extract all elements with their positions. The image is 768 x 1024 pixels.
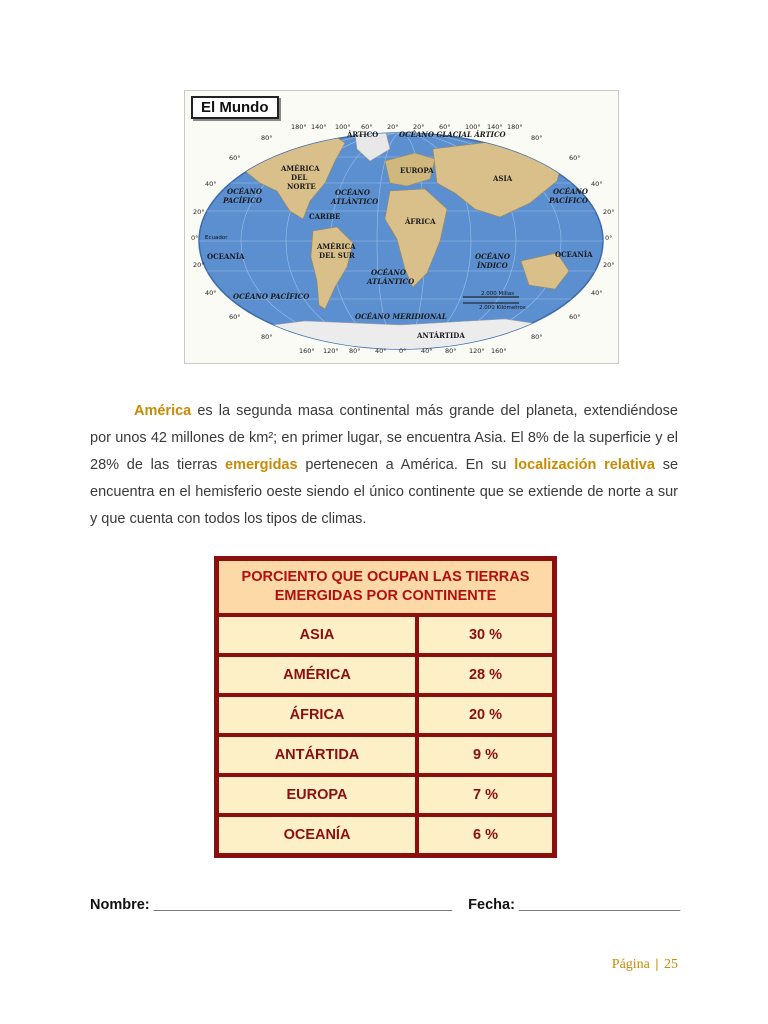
svg-text:40°: 40° bbox=[375, 347, 387, 355]
percent-cell: 20 % bbox=[417, 695, 554, 735]
svg-text:ANTÁRTIDA: ANTÁRTIDA bbox=[417, 331, 465, 340]
svg-text:60°: 60° bbox=[569, 313, 581, 321]
svg-text:160°: 160° bbox=[299, 347, 315, 355]
svg-text:PACÍFICO: PACÍFICO bbox=[223, 196, 262, 205]
paragraph-text-1: es la segunda masa continental más grande del planeta, extendiéndose por unos 42 millones de km²; en primer lugar, se encuentra Asia. El 8% de la superficie y el 28% de las tierras bbox=[90, 403, 678, 473]
svg-text:DEL: DEL bbox=[291, 173, 308, 182]
svg-text:2.000 Kilómetros: 2.000 Kilómetros bbox=[479, 305, 526, 311]
svg-text:80°: 80° bbox=[531, 333, 543, 341]
svg-text:ASIA: ASIA bbox=[493, 174, 513, 183]
svg-text:OCÉANO MERIDIONAL: OCÉANO MERIDIONAL bbox=[355, 312, 447, 321]
table-row bbox=[217, 815, 554, 855]
svg-text:ÁRTICO: ÁRTICO bbox=[347, 130, 379, 139]
svg-text:140°: 140° bbox=[311, 123, 327, 131]
nombre-label: Nombre: bbox=[90, 897, 150, 913]
paragraph-text-3: se encuentra en el hemisferio oeste siendo el único continente que se extiende de norte a sur y que cuenta con todos los tipos de climas. bbox=[90, 457, 679, 527]
table-row bbox=[217, 615, 554, 655]
percent-cell: 30 % bbox=[417, 615, 554, 655]
svg-text:20°: 20° bbox=[603, 208, 615, 216]
svg-text:ATLÁNTICO: ATLÁNTICO bbox=[367, 277, 415, 286]
percent-cell: 9 % bbox=[417, 735, 554, 775]
percent-cell: 6 % bbox=[417, 815, 554, 855]
page-word: Página bbox=[611, 957, 650, 972]
svg-text:60°: 60° bbox=[569, 154, 581, 162]
map-bottom-longitudes bbox=[299, 347, 507, 355]
paragraph-text-2: pertenecen a América. En su bbox=[297, 457, 515, 473]
svg-text:20°: 20° bbox=[193, 208, 205, 216]
svg-text:180°: 180° bbox=[507, 123, 523, 131]
nombre-field[interactable]: _____________________________________ bbox=[153, 897, 453, 913]
continent-cell: AMÉRICA bbox=[217, 655, 417, 695]
svg-text:ATLÁNTICO: ATLÁNTICO bbox=[331, 197, 379, 206]
svg-text:0°: 0° bbox=[191, 234, 199, 242]
svg-text:60°: 60° bbox=[361, 123, 373, 131]
fecha-label: Fecha: bbox=[468, 897, 515, 913]
svg-text:80°: 80° bbox=[261, 333, 273, 341]
svg-text:20°: 20° bbox=[603, 261, 615, 269]
svg-text:120°: 120° bbox=[469, 347, 485, 355]
svg-text:40°: 40° bbox=[421, 347, 433, 355]
svg-text:AMÉRICA: AMÉRICA bbox=[281, 164, 320, 173]
svg-text:120°: 120° bbox=[323, 347, 339, 355]
svg-text:0°: 0° bbox=[399, 347, 407, 355]
table-row bbox=[217, 735, 554, 775]
page-number: 25 bbox=[664, 957, 678, 972]
svg-text:2.000 Millas: 2.000 Millas bbox=[481, 291, 515, 297]
highlight-localizacion: localización relativa bbox=[514, 457, 655, 473]
svg-text:OCÉANO PACÍFICO: OCÉANO PACÍFICO bbox=[233, 292, 310, 301]
svg-text:60°: 60° bbox=[229, 313, 241, 321]
table-row bbox=[217, 655, 554, 695]
continent-cell: EUROPA bbox=[217, 775, 417, 815]
svg-text:ÁFRICA: ÁFRICA bbox=[405, 217, 436, 226]
svg-text:OCÉANO: OCÉANO bbox=[335, 188, 370, 197]
highlight-america: América bbox=[134, 403, 192, 419]
table-row bbox=[217, 695, 554, 735]
table-header-row bbox=[217, 559, 554, 615]
svg-text:60°: 60° bbox=[229, 154, 241, 162]
percent-cell: 28 % bbox=[417, 655, 554, 695]
svg-text:40°: 40° bbox=[205, 180, 217, 188]
continent-cell: OCEANÍA bbox=[217, 815, 417, 855]
svg-text:40°: 40° bbox=[591, 180, 603, 188]
equator-label: Ecuador bbox=[205, 235, 228, 241]
svg-text:PACÍFICO: PACÍFICO bbox=[549, 196, 588, 205]
svg-text:CARIBE: CARIBE bbox=[309, 212, 341, 221]
svg-text:20°: 20° bbox=[193, 261, 205, 269]
svg-text:OCÉANO: OCÉANO bbox=[227, 187, 262, 196]
svg-text:20°: 20° bbox=[387, 123, 399, 131]
svg-text:140°: 140° bbox=[487, 123, 503, 131]
fecha-field[interactable]: ____________________ bbox=[518, 897, 681, 913]
svg-text:100°: 100° bbox=[335, 123, 351, 131]
svg-text:180°: 180° bbox=[291, 123, 307, 131]
world-map bbox=[185, 91, 618, 363]
page-footer bbox=[612, 957, 678, 973]
table-row bbox=[217, 775, 554, 815]
svg-text:40°: 40° bbox=[205, 289, 217, 297]
svg-text:ÍNDICO: ÍNDICO bbox=[477, 261, 508, 270]
svg-text:OCÉANO: OCÉANO bbox=[553, 187, 588, 196]
continent-cell: ÁFRICA bbox=[217, 695, 417, 735]
svg-text:40°: 40° bbox=[591, 289, 603, 297]
world-map-figure bbox=[184, 90, 619, 364]
table-header: PORCIENTO QUE OCUPAN LAS TIERRAS EMERGIDAS POR CONTINENTE bbox=[217, 559, 554, 615]
continent-table-wrapper bbox=[214, 556, 557, 858]
svg-text:OCEANÍA: OCEANÍA bbox=[555, 250, 593, 259]
svg-text:DEL SUR: DEL SUR bbox=[319, 251, 355, 260]
map-title: El Mundo bbox=[191, 96, 279, 119]
continent-cell: ANTÁRTIDA bbox=[217, 735, 417, 775]
highlight-emergidas: emergidas bbox=[225, 457, 298, 473]
svg-text:OCEANÍA: OCEANÍA bbox=[207, 252, 245, 261]
continent-cell: ASIA bbox=[217, 615, 417, 655]
svg-text:20°: 20° bbox=[413, 123, 425, 131]
svg-text:OCÉANO GLACIAL ÁRTICO: OCÉANO GLACIAL ÁRTICO bbox=[399, 130, 506, 139]
svg-text:80°: 80° bbox=[349, 347, 361, 355]
svg-text:EUROPA: EUROPA bbox=[400, 166, 434, 175]
signature-line bbox=[90, 897, 690, 913]
percent-cell: 7 % bbox=[417, 775, 554, 815]
svg-text:NORTE: NORTE bbox=[287, 182, 316, 191]
svg-text:80°: 80° bbox=[261, 134, 273, 142]
svg-text:AMÉRICA: AMÉRICA bbox=[317, 242, 356, 251]
svg-text:80°: 80° bbox=[531, 134, 543, 142]
svg-text:160°: 160° bbox=[491, 347, 507, 355]
svg-text:OCÉANO: OCÉANO bbox=[371, 268, 406, 277]
svg-text:0°: 0° bbox=[605, 234, 613, 242]
svg-text:OCÉANO: OCÉANO bbox=[475, 252, 510, 261]
svg-text:100°: 100° bbox=[465, 123, 481, 131]
svg-text:60°: 60° bbox=[439, 123, 451, 131]
svg-text:80°: 80° bbox=[445, 347, 457, 355]
body-paragraph bbox=[90, 398, 678, 533]
page-separator: | bbox=[655, 957, 659, 972]
continent-table bbox=[214, 556, 557, 858]
